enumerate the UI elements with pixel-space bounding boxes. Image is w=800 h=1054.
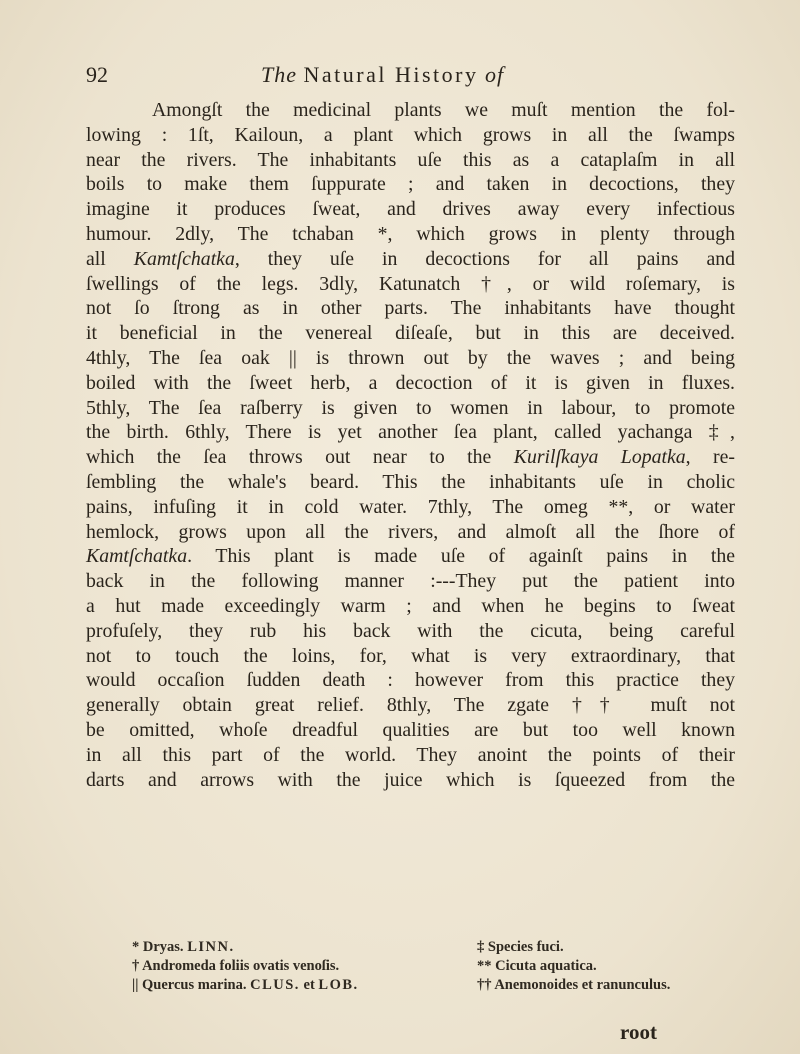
text-line: not to touch the loins, for, what is very extraordinary, that [86, 644, 735, 667]
running-title-suffix: of [484, 62, 505, 87]
text-line: would occaſion ſudden death : however from this practice they [86, 669, 735, 692]
running-title-prefix: The [261, 62, 297, 87]
footnote: ** Cicuta aquatica. [477, 958, 597, 974]
running-header [86, 62, 726, 96]
text-line: it beneficial in the venereal diſeaſe, but in this are deceived. [86, 322, 735, 345]
text-line: pains, infuſing it in cold water. 7thly, The omeg **, or water [86, 495, 735, 518]
catchword: root [620, 1020, 657, 1044]
text-line: the birth. 6thly, There is yet another ſea plant, called yachanga ‡, [86, 421, 735, 444]
text-line: darts and arrows with the juice which is ſqueezed from the [86, 768, 735, 791]
text-line: all Kamtſchatka, they uſe in decoctions for all pains and [86, 247, 735, 270]
running-title [261, 62, 504, 88]
text-line: be omitted, whoſe dreadful qualities are but too well known [86, 718, 735, 741]
text-line: profuſely, they rub his back with the cicuta, being careful [86, 619, 735, 642]
text-line: which the ſea throws out near to the Kurilſkaya Lopatka, re- [86, 446, 735, 469]
text-line: boiled with the ſweet herb, a decoction of it is given in fluxes. [86, 371, 735, 394]
text-line: lowing : 1ſt, Kailoun, a plant which grows in all the ſwamps [86, 123, 735, 146]
text-line: ſwellings of the legs. 3dly, Katunatch †, or wild roſemary, is [86, 272, 735, 295]
text-line: humour. 2dly, The tchaban *, which grows in plenty through [86, 222, 735, 245]
footnote: ‡ Species fuci. [477, 939, 564, 955]
page-number: 92 [86, 62, 108, 87]
text-line: generally obtain great relief. 8thly, The zgate †† muſt not [86, 694, 735, 717]
text-line: hemlock, grows upon all the rivers, and almoſt all the ſhore of [86, 520, 735, 543]
text-line: near the rivers. The inhabitants uſe this as a cataplaſm in all [86, 148, 735, 171]
footnotes-right-column [477, 938, 670, 995]
text-line: in all this part of the world. They anoint the points of their [86, 743, 735, 766]
footnotes-left-column [132, 938, 359, 995]
text-line: not ſo ſtrong as in other parts. The inhabitants have thought [86, 297, 735, 320]
text-line: 4thly, The ſea oak || is thrown out by the waves ; and being [86, 346, 735, 369]
body-text [86, 98, 735, 792]
text-line: imagine it produces ſweat, and drives away every infectious [86, 198, 735, 221]
text-line: back in the following manner :---They put the patient into [86, 570, 735, 593]
text-line: Amongſt the medicinal plants we muſt mention the fol- [152, 99, 735, 121]
running-title-main: Natural History [303, 62, 479, 87]
text-line: 5thly, The ſea raſberry is given to women in labour, to promote [86, 396, 735, 419]
footnote: || Quercus marina. CLUS. et LOB. [132, 977, 359, 993]
footnote: †† Anemonoides et ranunculus. [477, 977, 671, 993]
text-line: Kamtſchatka. This plant is made uſe of againſt pains in the [86, 545, 735, 568]
footnote: † Andromeda foliis ovatis venoſis. [132, 958, 340, 974]
footnote: * Dryas. LINN. [132, 939, 235, 955]
text-line: ſembling the whale's beard. This the inhabitants uſe in cholic [86, 470, 735, 493]
text-line: boils to make them ſuppurate ; and taken in decoctions, they [86, 173, 735, 196]
text-line: a hut made exceedingly warm ; and when he begins to ſweat [86, 594, 735, 617]
